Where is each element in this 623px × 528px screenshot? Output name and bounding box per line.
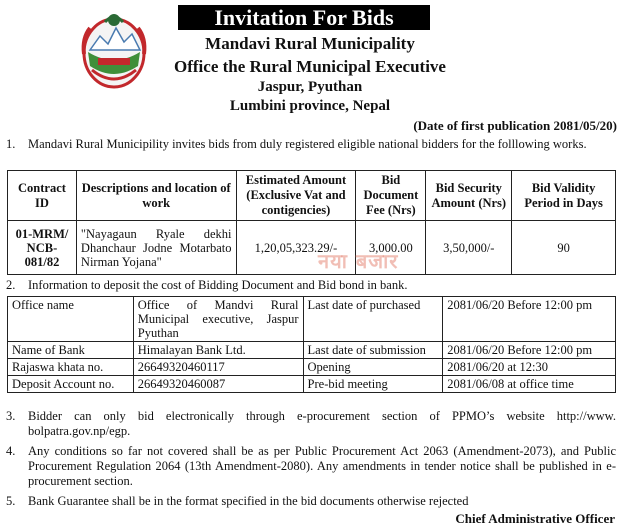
rajaswa-khata-label: Rajaswa khata no.: [8, 359, 134, 376]
point-2-text: Information to deposit the cost of Bidding Document and Bid bond in bank.: [28, 278, 408, 292]
last-purchase-label: Last date of purchased: [303, 297, 443, 342]
header-description: Descriptions and location of work: [76, 171, 236, 221]
table-row: [8, 342, 616, 359]
last-submission-value: 2081/06/20 Before 12:00 pm: [443, 342, 616, 359]
nepal-emblem-icon: [78, 8, 150, 94]
point-5-number: 5.: [6, 494, 16, 508]
contract-id-cell: 01-MRM/ NCB-081/82: [8, 221, 77, 275]
point-1-text: Mandavi Rural Municipility invites bids from duly registered eligible national bidders for the folllowing works.: [28, 137, 587, 151]
opening-value: 2081/06/20 at 12:30: [443, 359, 616, 376]
point-3: [6, 409, 616, 439]
table-row: [8, 376, 616, 393]
office-name: Office the Rural Municipal Executive: [174, 57, 446, 76]
point-3-text: Bidder can only bid electronically through e-procurement section of PPMO’s website http://www. bolpatra.gov.np/egp.: [28, 409, 616, 438]
point-1: [6, 137, 616, 152]
watermark: नया बजार: [318, 249, 399, 273]
point-3-number: 3.: [6, 409, 16, 423]
table-row: [8, 221, 616, 275]
point-2: [6, 278, 616, 293]
office-name-value: Office of Mandvi Rural Municipal executive, Jaspur Pyuthan: [133, 297, 303, 342]
last-purchase-value: 2081/06/20 Before 12:00 pm: [443, 297, 616, 342]
bid-validity-cell: 90: [512, 221, 616, 275]
notice-title-banner: Invitation For Bids: [178, 5, 430, 30]
opening-label: Opening: [303, 359, 443, 376]
header-bid-security: Bid Security Amount (Nrs): [426, 171, 512, 221]
rajaswa-khata-value: 26649320460117: [133, 359, 303, 376]
table-row: [8, 297, 616, 342]
bid-security-cell: 3,50,000/-: [426, 221, 512, 275]
publication-date: (Date of first publication 2081/05/20): [413, 118, 617, 133]
bid-table: [7, 170, 616, 275]
description-cell: "Nayagaun Ryale dekhi Dhanchaur Jodne Motarbato Nirman Yojana": [76, 221, 236, 275]
header-bid-validity: Bid Validity Period in Days: [512, 171, 616, 221]
point-2-number: 2.: [6, 278, 16, 292]
province-name: Lumbini province, Nepal: [229, 98, 391, 114]
table-row: [8, 359, 616, 376]
office-location: Jaspur, Pyuthan: [257, 79, 363, 95]
last-submission-label: Last date of submission: [303, 342, 443, 359]
pre-bid-meeting-label: Pre-bid meeting: [303, 376, 443, 393]
point-5: [6, 494, 616, 509]
document-fee-cell: 3,000.00: [356, 221, 426, 275]
header-document-fee: Bid Document Fee (Nrs): [356, 171, 426, 221]
deposit-account-value: 26649320460087: [133, 376, 303, 393]
signatory: Chief Administrative Officer: [455, 511, 615, 526]
point-1-number: 1.: [6, 137, 16, 151]
office-name-label: Office name: [8, 297, 134, 342]
header-contract-id: Contract ID: [8, 171, 77, 221]
point-4-text: Any conditions so far not covered shall be as per Public Procurement Act 2063 (Amendment-2073), and Public Procurement Regulation 2064 (13th Amendment-2080). Any amendments in tender notice shall be published in e-procurement section.: [28, 444, 616, 488]
org-name: Mandavi Rural Municipality: [205, 34, 415, 53]
bank-name-label: Name of Bank: [8, 342, 134, 359]
pre-bid-meeting-value: 2081/06/08 at office time: [443, 376, 616, 393]
point-5-text: Bank Guarantee shall be in the format specified in the bid documents otherwise rejected: [28, 494, 469, 508]
deposit-table: [7, 296, 616, 393]
bank-name-value: Himalayan Bank Ltd.: [133, 342, 303, 359]
deposit-account-label: Deposit Account no.: [8, 376, 134, 393]
point-4-number: 4.: [6, 444, 16, 458]
point-4: [6, 444, 616, 489]
header-estimated-amount: Estimated Amount (Exclusive Vat and contigencies): [236, 171, 356, 221]
estimated-amount-cell: 1,20,05,323.29/-: [236, 221, 356, 275]
